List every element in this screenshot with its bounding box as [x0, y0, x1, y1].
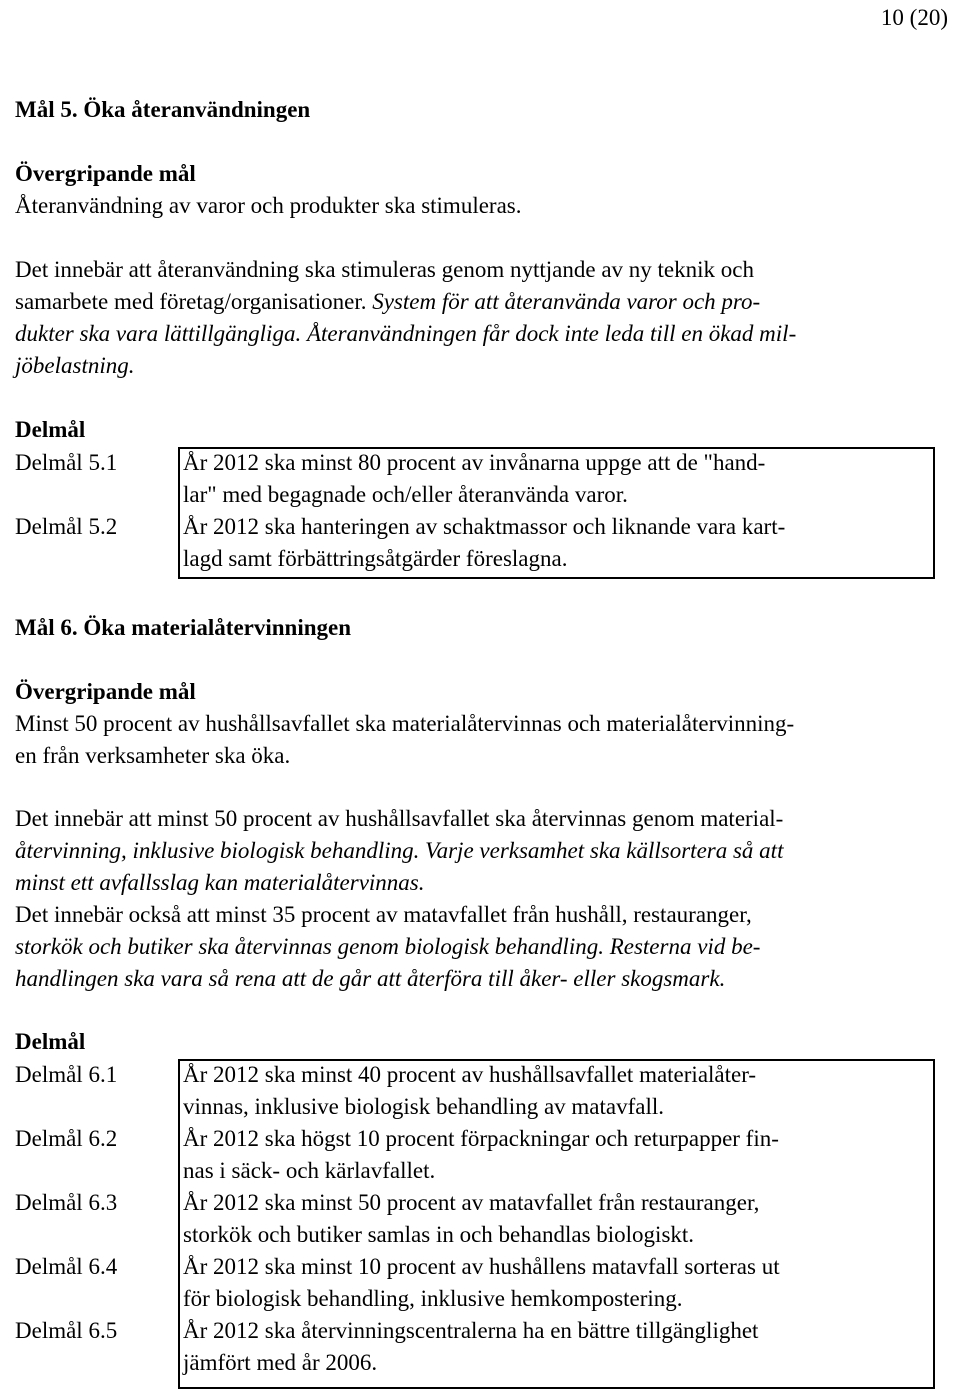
goal5-subgoals-heading: Delmål: [15, 417, 86, 442]
goal5-overall: [15, 158, 945, 222]
table-row: [15, 447, 935, 511]
goal5-overall-heading: Övergripande mål: [15, 161, 196, 186]
goal5-subgoals-heading-wrap: [15, 414, 945, 446]
goal6-subgoals-heading: Delmål: [15, 1029, 86, 1054]
table-row: [15, 1059, 935, 1123]
subgoal-label: Delmål 6.3: [15, 1190, 118, 1215]
subgoal-text-line: nas i säck- och kärlavfallet.: [183, 1158, 436, 1183]
subgoal-text: [177, 1251, 935, 1315]
goal5-explanation-line: [15, 318, 945, 350]
goal5-section: [15, 94, 945, 126]
subgoal-text: [177, 1123, 935, 1187]
goal6-title: Mål 6. Öka materialåtervinningen: [15, 615, 352, 640]
subgoal-text-line: storkök och butiker samlas in och behandlas biologiskt.: [183, 1222, 695, 1247]
goal5-explanation-line: Det innebär att återanvändning ska stimuleras genom nyttjande av ny teknik och: [15, 257, 754, 282]
subgoal-text-line: År 2012 ska högst 10 procent förpackningar och returpapper fin-: [183, 1126, 779, 1151]
goal5-explanation: [15, 254, 945, 382]
goal6-subgoals-heading-wrap: [15, 1026, 945, 1058]
goal6-explanation-line: Det innebär att minst 50 procent av hushållsavfallet ska återvinnas genom material-: [15, 806, 784, 831]
subgoal-label: Delmål 6.5: [15, 1318, 118, 1343]
subgoal-text-line: lagd samt förbättringsåtgärder föreslagna.: [183, 546, 568, 571]
subgoal-text: [177, 1059, 935, 1123]
goal5-title: Mål 5. Öka återanvändningen: [15, 97, 311, 122]
goal6-overall: [15, 676, 945, 772]
page-number: 10 (20): [880, 5, 948, 30]
subgoal-label: Delmål 6.2: [15, 1126, 118, 1151]
subgoal-text: [177, 1315, 935, 1379]
subgoal-label: Delmål 6.1: [15, 1062, 118, 1087]
subgoal-text-line: År 2012 ska återvinningscentralerna ha en bättre tillgänglighet: [183, 1318, 759, 1343]
subgoal-text: [177, 1187, 935, 1251]
goal6-subgoals-table: [15, 1059, 935, 1379]
subgoal-text-line: År 2012 ska hanteringen av schaktmassor och liknande vara kart-: [183, 514, 786, 539]
subgoal-text-line: jämfört med år 2006.: [183, 1350, 378, 1375]
goal5-explanation-line: jöbelastning.: [15, 353, 135, 378]
subgoal-text-line: År 2012 ska minst 50 procent av matavfallet från restauranger,: [183, 1190, 760, 1215]
goal5-explanation-line-text: samarbete med företag/organisationer. System för att återanvända varor och pro-: [15, 289, 761, 314]
subgoal-label: Delmål 5.2: [15, 514, 118, 539]
goal5-overall-text: Återanvändning av varor och produkter ska stimuleras.: [15, 193, 522, 218]
subgoal-text-line: År 2012 ska minst 80 procent av invånarna uppge att de "hand-: [183, 450, 766, 475]
goal6-overall-heading: Övergripande mål: [15, 679, 196, 704]
table-row: [15, 1123, 935, 1187]
subgoal-text-line: År 2012 ska minst 10 procent av hushållens matavfall sorteras ut: [183, 1254, 780, 1279]
subgoal-label: Delmål 5.1: [15, 450, 118, 475]
subgoal-text-line: lar" med begagnade och/eller återanvända varor.: [183, 482, 628, 507]
goal6-overall-line: en från verksamheter ska öka.: [15, 743, 291, 768]
goal6-overall-line: Minst 50 procent av hushållsavfallet ska materialåtervinnas och materialåtervinning-: [15, 711, 795, 736]
subgoal-text-line: för biologisk behandling, inklusive hemkompostering.: [183, 1286, 683, 1311]
subgoal-text-line: vinnas, inklusive biologisk behandling av matavfall.: [183, 1094, 665, 1119]
table-row: [15, 1251, 935, 1315]
goal5-explanation-line-text: dukter ska vara lättillgängliga. Återanvändningen får dock inte leda till en ökad mil-: [15, 321, 797, 346]
goal6-explanation-line: handlingen ska vara så rena att de går att återföra till åker- eller skogsmark.: [15, 966, 726, 991]
goal5-explanation-line: [15, 286, 945, 318]
goal6-section: [15, 612, 945, 644]
goal6-explanation-line: Det innebär också att minst 35 procent av matavfallet från hushåll, restauranger,: [15, 902, 752, 927]
table-row: [15, 1315, 935, 1379]
goal6-explanation-line: [15, 931, 945, 963]
goal6-explanation-line-text: återvinning, inklusive biologisk behandling. Varje verksamhet ska källsortera så att: [15, 838, 784, 863]
goal6-explanation-line: [15, 835, 945, 867]
goal5-subgoals-table: [15, 447, 935, 575]
goal6-explanation-line-text: storkök och butiker ska återvinnas genom biologisk behandling. Resterna vid be-: [15, 934, 761, 959]
subgoal-text: [177, 447, 935, 511]
subgoal-label: Delmål 6.4: [15, 1254, 118, 1279]
goal6-explanation: [15, 803, 945, 995]
table-row: [15, 511, 935, 575]
subgoal-text-line: År 2012 ska minst 40 procent av hushållsavfallet materialåter-: [183, 1062, 757, 1087]
subgoal-text: [177, 511, 935, 575]
goal6-explanation-line: minst ett avfallsslag kan materialåtervinnas.: [15, 870, 425, 895]
table-row: [15, 1187, 935, 1251]
